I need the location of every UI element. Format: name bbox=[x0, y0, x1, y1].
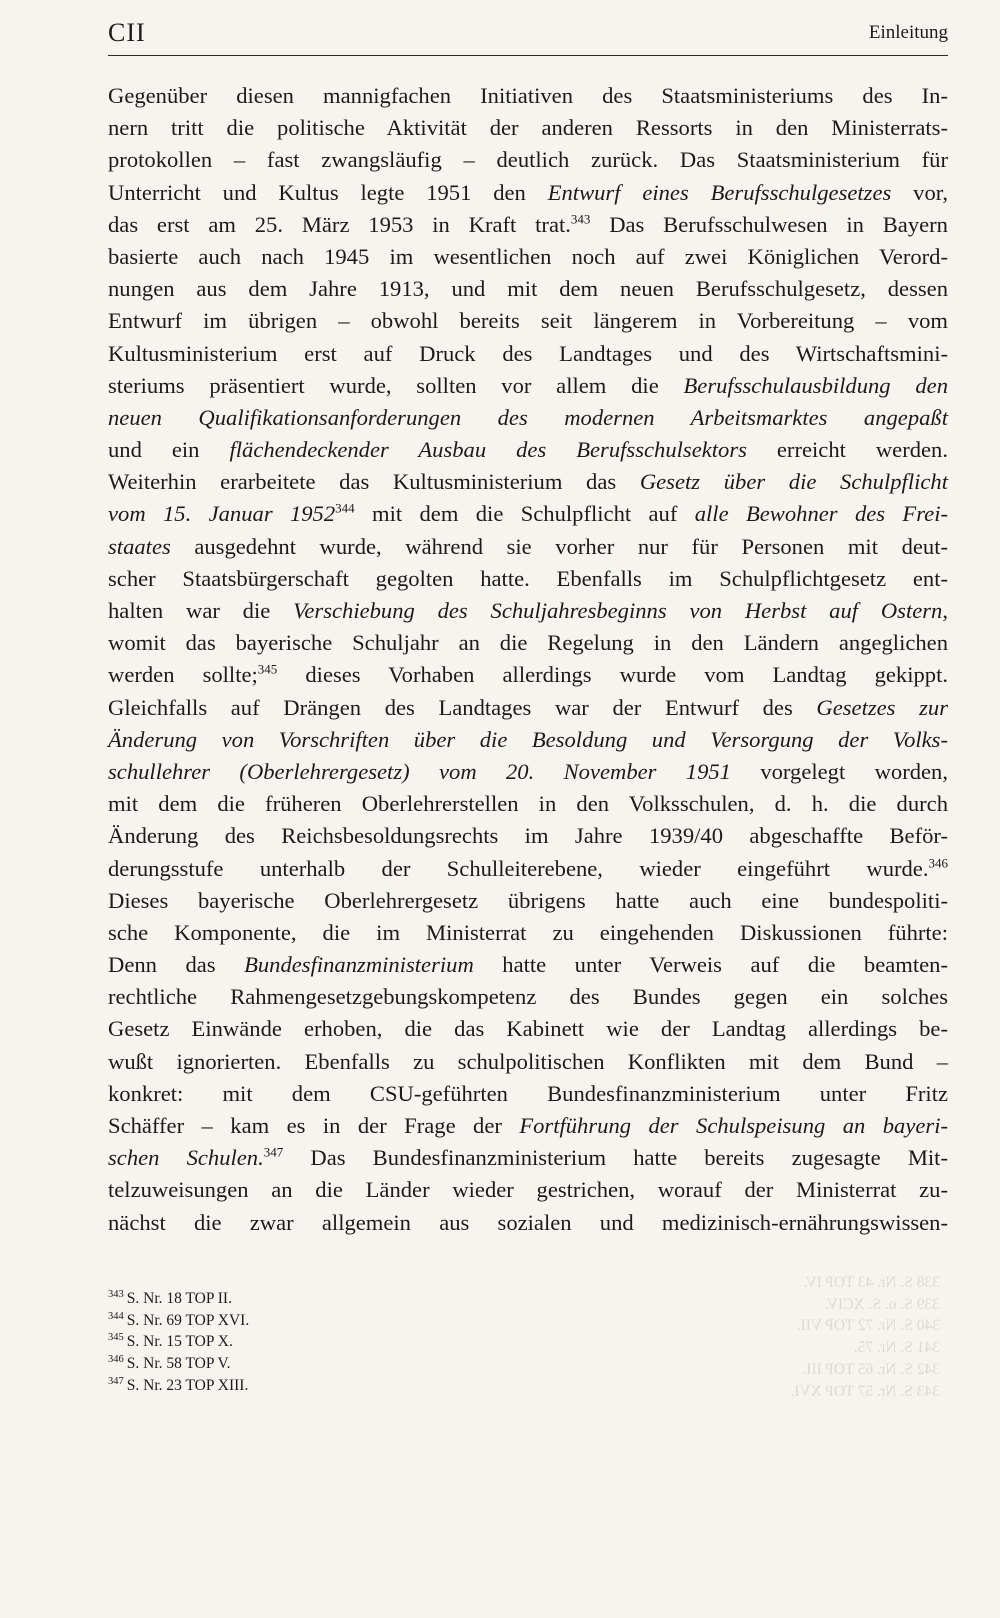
footnote bbox=[108, 1288, 508, 1310]
italic-run: Gesetz über die Schulpflicht bbox=[639, 469, 948, 495]
text-line bbox=[108, 1207, 948, 1239]
text-run: protokollen – fast zwangsläufig – deutlich zurück. Das Staatsministerium für bbox=[108, 147, 948, 173]
text-run: Das Bundesfinanzministerium hatte bereits zugesagte Mit- bbox=[283, 1145, 948, 1171]
footnote-ref: 344 bbox=[335, 500, 355, 516]
text-line bbox=[108, 1046, 948, 1078]
text-line bbox=[108, 241, 948, 273]
text-run: telzuweisungen an die Länder wieder gestrichen, worauf der Ministerrat zu- bbox=[108, 1177, 948, 1203]
bleed-line: 339 S. o. S. XCIV. bbox=[824, 1295, 940, 1313]
page-number: CII bbox=[108, 18, 146, 47]
text-line bbox=[108, 209, 948, 241]
footnote-text: S. Nr. 18 TOP II. bbox=[126, 1290, 232, 1307]
italic-run: Bundesfinanzministerium bbox=[244, 952, 474, 978]
text-run: Dieses bayerische Oberlehrergesetz übrigens hatte auch eine bundespoliti- bbox=[108, 887, 948, 913]
bleed-through-text bbox=[730, 1272, 940, 1402]
text-run: derungsstufe unterhalb der Schulleiterebene, wieder eingeführt wurde. bbox=[108, 855, 929, 881]
text-run: nächst die zwar allgemein aus sozialen und medizinisch-ernährungswissen- bbox=[108, 1209, 948, 1235]
footnote bbox=[108, 1310, 508, 1332]
text-line bbox=[108, 627, 948, 659]
text-run: Weiterhin erarbeitete das Kultusministerium das bbox=[108, 469, 640, 495]
footnote-number: 343 bbox=[108, 1288, 124, 1300]
text-run: mit dem die Schulpflicht auf bbox=[354, 501, 695, 527]
text-line bbox=[108, 80, 948, 112]
text-run: das erst am 25. März 1953 in Kraft trat. bbox=[108, 211, 571, 237]
footnote-ref: 345 bbox=[257, 661, 278, 677]
text-run: konkret: mit dem CSU-geführten Bundesfinanzministerium unter Fritz bbox=[108, 1080, 948, 1106]
italic-run: flächendeckender Ausbau des Berufsschulsektors bbox=[229, 437, 747, 463]
text-run: ausgedehnt wurde, während sie vorher nur für Personen mit deut- bbox=[170, 533, 948, 559]
italic-run: neuen Qualifikationsanforderungen des modernen Arbeitsmarktes angepaßt bbox=[108, 404, 948, 430]
footnote bbox=[108, 1353, 508, 1375]
footnote-ref: 346 bbox=[928, 854, 948, 870]
text-run: Kultusministerium erst auf Druck des Landtages und des Wirtschaftsmini- bbox=[108, 340, 948, 366]
footnote-ref: 347 bbox=[263, 1144, 284, 1160]
text-run: und ein bbox=[108, 437, 230, 463]
text-run: erreicht werden. bbox=[746, 437, 949, 463]
bleed-line: 342 S. Nr. 65 TOP III. bbox=[802, 1360, 940, 1378]
italic-run: Fortführung der Schulspeisung an bayeri- bbox=[519, 1113, 948, 1138]
text-line bbox=[108, 659, 948, 691]
text-line bbox=[108, 949, 948, 981]
text-run: vorgelegt worden, bbox=[730, 758, 948, 784]
italic-run: Verschiebung des Schuljahresbeginns von Herbst auf Ostern bbox=[293, 598, 943, 623]
text-line bbox=[108, 273, 948, 305]
text-line bbox=[108, 917, 948, 949]
italic-run: Berufsschulausbildung den bbox=[683, 372, 948, 398]
text-run: rechtliche Rahmengesetzgebungskompetenz des Bundes gegen ein solches bbox=[108, 984, 948, 1010]
text-line bbox=[108, 1013, 948, 1045]
text-line bbox=[108, 724, 948, 756]
text-run: mit dem die früheren Oberlehrerstellen in den Volksschulen, d. h. die durch bbox=[108, 791, 948, 817]
bleed-line: 340 S. Nr. 72 TOP VII. bbox=[796, 1317, 940, 1335]
text-run: womit das bayerische Schuljahr an die Regelung in den Ländern angeglichen bbox=[108, 630, 948, 656]
footnote-number: 345 bbox=[108, 1332, 124, 1344]
text-line bbox=[108, 563, 948, 595]
italic-run: vom 15. Januar 1952 bbox=[108, 501, 336, 527]
italic-run: Entwurf eines Berufsschulgesetzes bbox=[547, 179, 892, 205]
italic-run: Gesetzes zur bbox=[816, 694, 948, 720]
bleed-line: 341 S. Nr. 75. bbox=[853, 1339, 940, 1357]
text-line bbox=[108, 434, 948, 466]
text-run: Das Berufsschulwesen in Bayern bbox=[590, 211, 948, 237]
text-run: nern tritt die politische Aktivität der anderen Ressorts in den Ministerrats- bbox=[108, 115, 948, 141]
text-run: Gegenüber diesen mannigfachen Initiativen des Staatsministeriums des In- bbox=[108, 83, 948, 108]
text-line bbox=[108, 1174, 948, 1206]
header-rule bbox=[108, 55, 948, 56]
footnote-number: 344 bbox=[108, 1310, 124, 1322]
text-line bbox=[108, 370, 948, 402]
text-line bbox=[108, 1078, 948, 1110]
text-run: scher Staatsbürgerschaft gegolten hatte. Ebenfalls im Schulpflichtgesetz ent- bbox=[108, 565, 948, 591]
text-run: Gesetz Einwände erhoben, die das Kabinett wie der Landtag allerdings be- bbox=[108, 1016, 948, 1042]
italic-run: schullehrer (Oberlehrergesetz) vom 20. November 1951 bbox=[108, 758, 731, 784]
text-line bbox=[108, 1142, 948, 1174]
text-line bbox=[108, 531, 948, 563]
text-run: , bbox=[942, 598, 948, 623]
text-run: hatte unter Verweis auf die beamten- bbox=[473, 952, 948, 978]
body-text bbox=[108, 80, 948, 1239]
footnote-text: S. Nr. 58 TOP V. bbox=[126, 1355, 231, 1373]
bleed-line: 338 S. Nr. 43 TOP IV. bbox=[803, 1274, 940, 1291]
text-line bbox=[108, 788, 948, 820]
text-run: sche Komponente, die im Ministerrat zu eingehenden Diskussionen führte: bbox=[108, 919, 948, 945]
text-line bbox=[108, 498, 948, 530]
text-line bbox=[108, 692, 948, 724]
footnote-number: 347 bbox=[108, 1375, 124, 1387]
footnote bbox=[108, 1375, 508, 1397]
text-run: basierte auch nach 1945 im wesentlichen noch auf zwei Königlichen Verord- bbox=[108, 243, 948, 269]
text-run: steriums präsentiert wurde, sollten vor allem die bbox=[108, 372, 684, 398]
bleed-line: 343 S. Nr. 57 TOP XVI. bbox=[790, 1382, 940, 1400]
text-line bbox=[108, 820, 948, 852]
text-run: vor, bbox=[891, 179, 949, 205]
text-run: Denn das bbox=[108, 952, 245, 978]
text-run: nungen aus dem Jahre 1913, und mit dem neuen Berufsschulgesetz, dessen bbox=[108, 276, 948, 302]
footnote-number: 346 bbox=[108, 1353, 124, 1365]
text-line bbox=[108, 144, 948, 176]
footnote-text: S. Nr. 69 TOP XVI. bbox=[126, 1311, 250, 1329]
text-line bbox=[108, 338, 948, 370]
text-run: werden sollte; bbox=[108, 662, 258, 688]
text-run: Schäffer – kam es in der Frage der bbox=[108, 1113, 520, 1138]
text-run: dieses Vorhaben allerdings wurde vom Landtag gekippt. bbox=[277, 662, 948, 688]
text-line bbox=[108, 756, 948, 788]
page-header bbox=[108, 18, 948, 54]
footnotes bbox=[108, 1288, 508, 1396]
text-line bbox=[108, 177, 948, 209]
footnote-text: S. Nr. 15 TOP X. bbox=[126, 1333, 233, 1351]
text-line bbox=[108, 305, 948, 337]
italic-run: alle Bewohner des Frei- bbox=[694, 501, 949, 527]
text-line bbox=[108, 1110, 948, 1142]
italic-run: Änderung von Vorschriften über die Besoldung und Versorgung der Volks- bbox=[108, 726, 948, 752]
footnote bbox=[108, 1331, 508, 1353]
text-line bbox=[108, 112, 948, 144]
text-run: Änderung des Reichsbesoldungsrechts im Jahre 1939/40 abgeschaffte Beför- bbox=[108, 823, 948, 849]
text-line bbox=[108, 853, 948, 885]
text-run: Gleichfalls auf Drängen des Landtages war der Entwurf des bbox=[108, 694, 817, 720]
running-head: Einleitung bbox=[868, 22, 948, 43]
text-run: wußt ignorierten. Ebenfalls zu schulpolitischen Konflikten mit dem Bund – bbox=[108, 1048, 948, 1074]
italic-run: schen Schulen. bbox=[108, 1145, 264, 1171]
footnote-ref: 343 bbox=[570, 211, 591, 227]
text-line bbox=[108, 402, 948, 434]
text-line bbox=[108, 466, 948, 498]
text-line bbox=[108, 885, 948, 917]
italic-run: staates bbox=[108, 533, 171, 559]
text-run: Entwurf im übrigen – obwohl bereits seit längerem in Vorbereitung – vom bbox=[108, 308, 948, 334]
text-run: halten war die bbox=[108, 598, 294, 623]
footnote-text: S. Nr. 23 TOP XIII. bbox=[126, 1376, 249, 1394]
text-line bbox=[108, 595, 948, 627]
text-run: Unterricht und Kultus legte 1951 den bbox=[108, 179, 548, 205]
text-line bbox=[108, 981, 948, 1013]
